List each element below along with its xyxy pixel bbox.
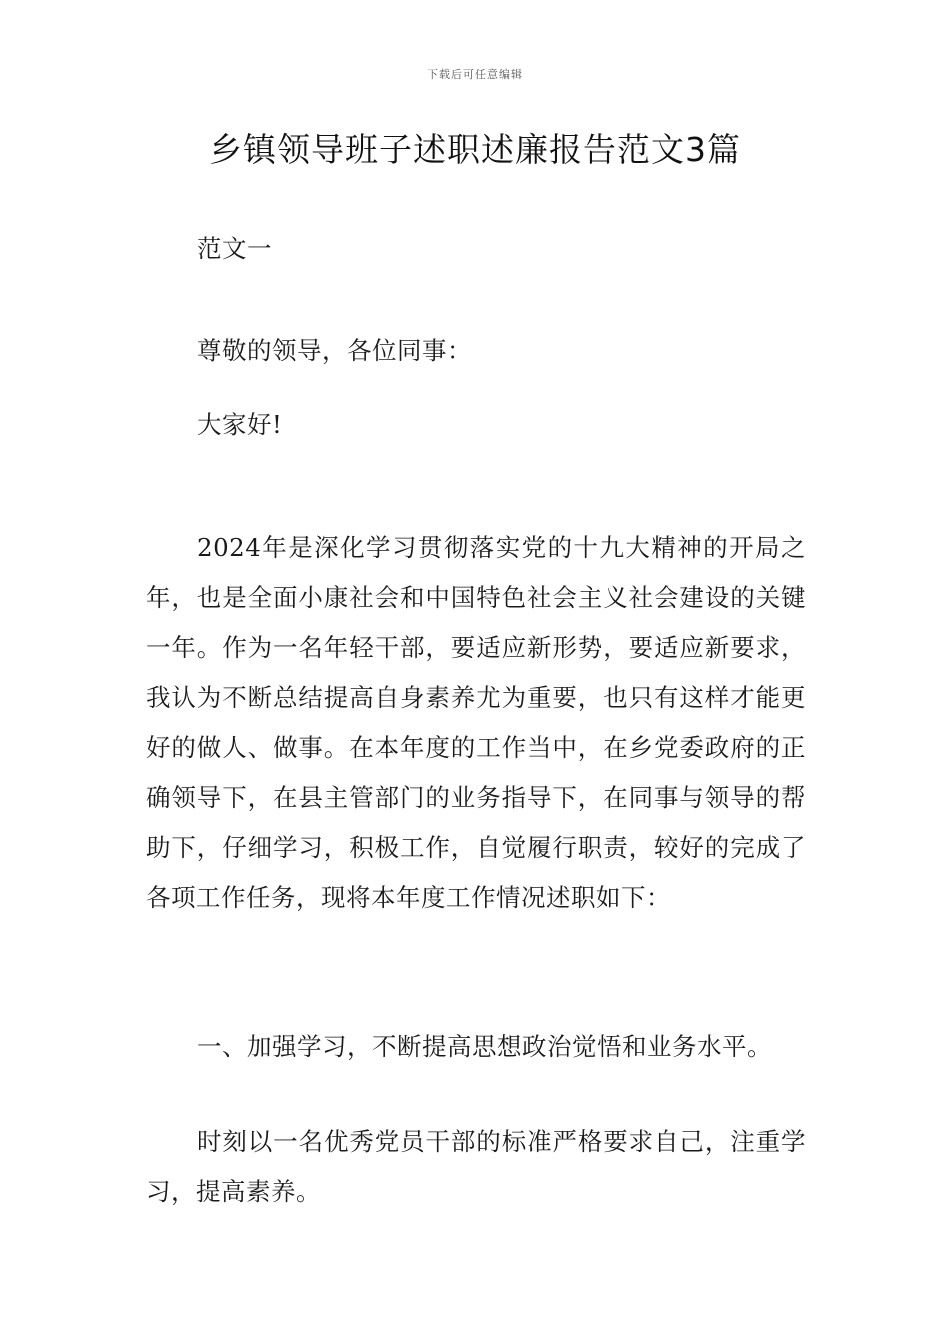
salutation-paragraph: 尊敬的领导，各位同事： [197,336,472,365]
document-title: 乡镇领导班子述职述廉报告范文3篇 [209,130,741,169]
sample-heading: 范文一 [197,234,272,263]
header-note: 下载后可任意编辑 [427,68,523,81]
greeting-paragraph: 大家好! [197,410,283,439]
section-body-paragraph: 时刻以一名优秀党员干部的标准严格要求自己，注重学习，提高素养。 [146,1127,806,1206]
intro-paragraph: 2024年是深化学习贯彻落实党的十九大精神的开局之年，也是全面小康社会和中国特色社会主义社会建设的关键一年。作为一名年轻干部，要适应新形势，要适应新要求，我认为不断总结提高自身素养尤为重要，也只有这样才能更好的做人、做事。在本年度的工作当中，在乡党委政府的正确领导下，在县主管部门的业务指导下，在同事与领导的帮助下，仔细学习，积极工作，自觉履行职责，较好的完成了各项工作任务，现将本年度工作情况述职如下： [146,533,806,912]
section-heading: 一、加强学习，不断提高思想政治觉悟和业务水平。 [197,1032,772,1061]
